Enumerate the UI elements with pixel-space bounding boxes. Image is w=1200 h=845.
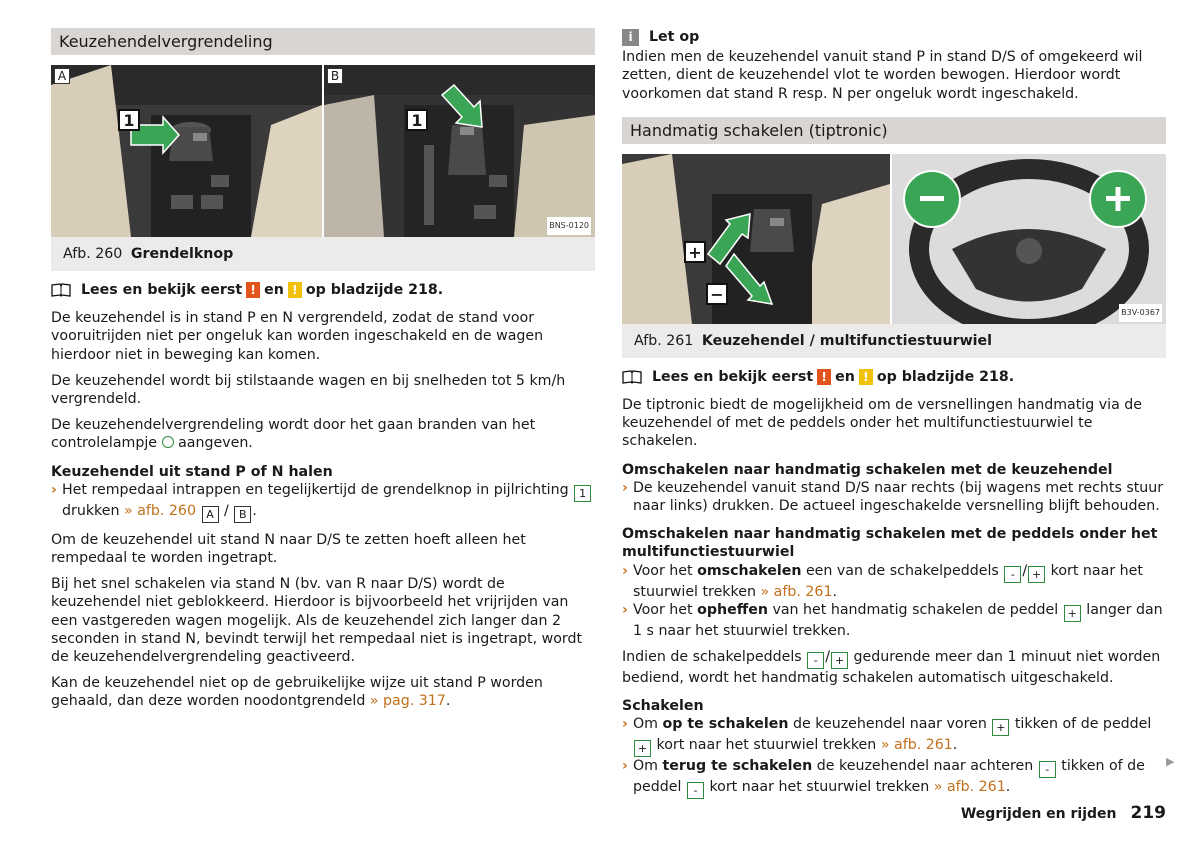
warning-icon: ! xyxy=(817,369,831,385)
key-1: 1 xyxy=(574,485,591,502)
figure-link[interactable]: » afb. 260 xyxy=(124,502,196,519)
steering-wheel-illustration xyxy=(892,154,1166,324)
paragraph xyxy=(51,416,595,452)
figure-panel-wheel xyxy=(892,154,1166,324)
chevron-icon: › xyxy=(51,481,57,498)
caption-title: Keuzehendel / multifunctiestuurwiel xyxy=(701,332,993,349)
chevron-icon: › xyxy=(622,716,628,733)
page-footer xyxy=(961,804,1166,823)
subheading: Omschakelen naar handmatig schakelen met de peddels onder het multifunctiestuurwiel xyxy=(622,526,1158,561)
book-icon xyxy=(51,283,71,297)
paragraph: Om de keuzehendel uit stand N naar D/S te zetten hoeft alleen het rempedaal te worden ingetrapt. xyxy=(51,531,526,567)
paragraph: De keuzehendel wordt bij stilstaande wagen en bij snelheden tot 5 km/h vergrendeld. xyxy=(51,372,566,408)
key-b: B xyxy=(234,506,251,523)
section-title: Keuzehendelvergrendeling xyxy=(51,28,595,55)
key-plus: + xyxy=(1064,605,1081,622)
read-text: Lees en bekijk eerst xyxy=(81,282,243,298)
paragraph: De tiptronic biedt de mogelijkheid om de versnellingen handmatig via de keuzehendel of met de peddels onder het multifunctiestuurwiel te schakelen. xyxy=(622,397,1143,450)
callout-1-a: 1 xyxy=(118,109,140,131)
caution-icon: ! xyxy=(288,282,302,298)
gear-lever-illustration-a xyxy=(51,65,322,237)
book-icon xyxy=(622,370,642,384)
chevron-icon: › xyxy=(622,758,628,775)
key-plus: + xyxy=(831,652,848,669)
note-header xyxy=(622,28,1166,46)
key-minus: - xyxy=(1039,761,1056,778)
key-plus: + xyxy=(992,719,1009,736)
continue-arrow-icon: ▶ xyxy=(1166,755,1175,768)
note-text: Indien men de keuzehendel vanuit stand P in stand D/S of omgekeerd wil zetten, dient de keuzehendel vlot te worden bewogen. Hierdoor wordt voorkomen dat stand R resp. N per ongeluk wordt ingeschakeld. xyxy=(622,49,1143,102)
read-first xyxy=(51,281,595,299)
minus-label: − xyxy=(706,283,728,305)
subheading: Schakelen xyxy=(622,698,704,715)
page-number: 219 xyxy=(1130,803,1166,823)
key-minus: - xyxy=(1004,566,1021,583)
caption-number: Afb. 261 xyxy=(634,332,694,349)
panel-label-b: B xyxy=(327,68,343,84)
figure-code: BNS-0120 xyxy=(547,217,591,235)
chevron-icon: › xyxy=(622,601,628,618)
key-a: A xyxy=(202,506,219,523)
key-minus: - xyxy=(807,652,824,669)
warning-icon: ! xyxy=(246,282,260,298)
right-column xyxy=(622,28,1166,799)
figure-link[interactable]: » afb. 261 xyxy=(760,583,833,600)
gear-lever-illustration-b xyxy=(324,65,595,237)
figure-link[interactable]: » afb. 261 xyxy=(880,737,953,754)
figure-caption xyxy=(51,237,595,271)
key-plus: + xyxy=(634,740,651,757)
section-title: Handmatig schakelen (tiptronic) xyxy=(622,117,1166,144)
note-title: Let op xyxy=(649,29,700,45)
paragraph-text: De keuzehendelvergrendeling wordt door het gaan branden van het controlelampje xyxy=(51,417,536,452)
list-item: › Voor het opheffen van het handmatig schakelen de peddel + langer dan 1 s naar het stuurwiel trekken. xyxy=(622,601,1163,639)
key-plus: + xyxy=(1028,566,1045,583)
figure-link[interactable]: » afb. 261 xyxy=(933,779,1006,796)
figure-261 xyxy=(622,154,1166,324)
info-icon: i xyxy=(622,29,639,46)
caption-number: Afb. 260 xyxy=(63,246,123,262)
paragraph: Kan de keuzehendel niet op de gebruikelijke wijze uit stand P worden gehaald, dan deze worden noodontgrendeld » pag. 317. xyxy=(51,675,543,710)
figure-260 xyxy=(51,65,595,237)
left-column xyxy=(51,28,595,711)
paragraph: Indien de schakelpeddels - / + gedurende meer dan 1 minuut niet worden bediend, wordt het handmatig schakelen automatisch uitgeschakeld. xyxy=(622,649,1161,687)
read-and: en xyxy=(264,282,284,298)
figure-panel-lever xyxy=(622,154,890,324)
caption-title: Grendelknop xyxy=(130,246,234,262)
list-item: › Om terug te schakelen de keuzehendel naar achteren - tikken of de peddel - kort naar het stuurwiel trekken » afb. 261. xyxy=(622,758,1145,798)
list-item: › Om op te schakelen de keuzehendel naar voren + tikken of de peddel + kort naar het stuurwiel trekken » afb. 261. xyxy=(622,716,1152,756)
panel-label-a: A xyxy=(54,68,70,84)
caution-icon: ! xyxy=(859,369,873,385)
page-link[interactable]: » pag. 317 xyxy=(369,693,446,710)
key-minus: - xyxy=(687,782,704,799)
paragraph: De keuzehendel is in stand P en N vergrendeld, zodat de stand voor vooruitrijden niet per ongeluk kan worden ingeschakeld en de wagen hierdoor niet in beweging kan komen. xyxy=(51,310,544,363)
chevron-icon: › xyxy=(622,562,628,579)
list-item: › De keuzehendel vanuit stand D/S naar rechts (bij wagens met rechts stuur naar links) drukken. De actueel ingeschakelde versnelling blijft behouden. xyxy=(622,479,1164,515)
figure-caption xyxy=(622,324,1166,358)
paragraph-text: aangeven. xyxy=(178,435,253,452)
chevron-icon: › xyxy=(622,479,628,496)
read-first: Lees en bekijk eerst ! en ! op bladzijde 218. xyxy=(622,368,1166,386)
subheading: Omschakelen naar handmatig schakelen met de keuzehendel xyxy=(622,461,1113,478)
paragraph: Bij het snel schakelen via stand N (bv. van R naar D/S) wordt de keuzehendel niet geblokkeerd. Hierdoor is bijvoorbeeld het vrijrijden van een vastgereden wagen mogelijk. Als de keuzehendel zich langer dan 2 seconden in stand N, bevindt terwijl het rempedaal niet is ingetrapt, wordt de keuzehendelvergrendeling geactiveerd. xyxy=(51,576,583,666)
figure-code: B3V-0367 xyxy=(1119,304,1162,322)
callout-1-b: 1 xyxy=(406,109,428,131)
list-item: › Het rempedaal intrappen en tegelijkertijd de grendelknop in pijlrichting 1 drukken » afb. 260 A / B . xyxy=(51,481,595,523)
figure-panel-a xyxy=(51,65,322,237)
gear-lever-tiptronic-illustration xyxy=(622,154,890,324)
control-lamp-icon xyxy=(162,436,174,448)
read-page-ref: op bladzijde 218. xyxy=(305,282,444,298)
chapter-title: Wegrijden en rijden xyxy=(960,806,1117,822)
figure-panel-b xyxy=(324,65,595,237)
plus-label: + xyxy=(684,241,706,263)
subheading: Keuzehendel uit stand P of N halen xyxy=(51,463,333,480)
list-item: › Voor het omschakelen een van de schakelpeddels - / + kort naar het stuurwiel trekken » afb. 261. xyxy=(622,562,1143,600)
